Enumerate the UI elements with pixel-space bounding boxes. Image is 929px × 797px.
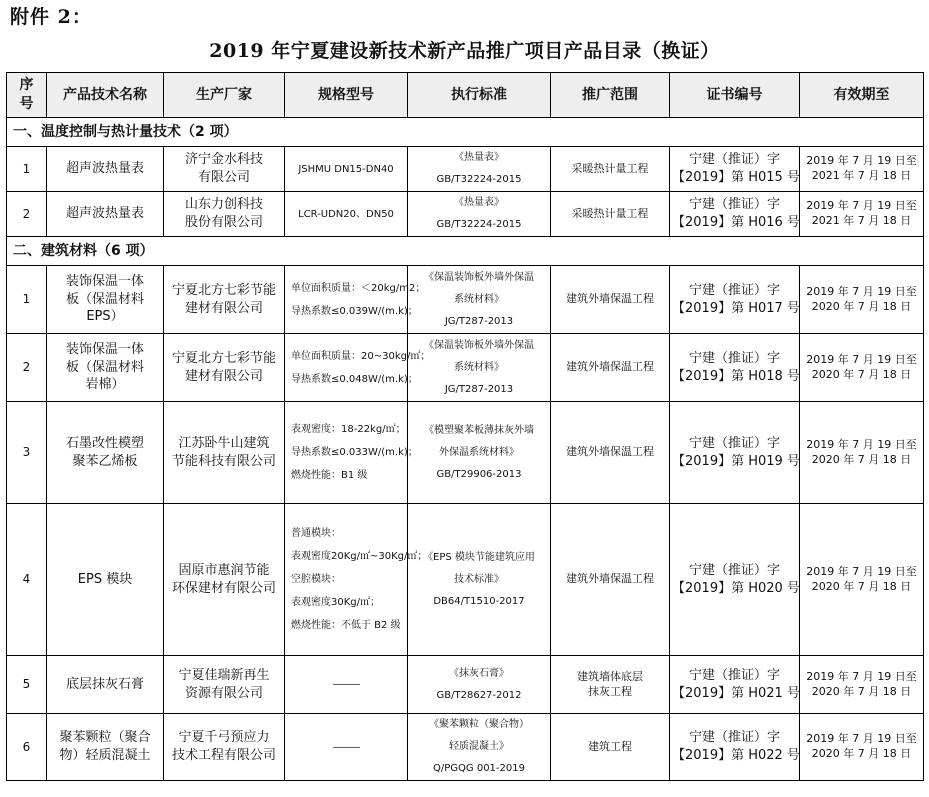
header-seq-line: 序 (19, 77, 34, 94)
cert-line: 宁建（推证）字 (688, 435, 780, 451)
cert-line: 【2019】第 H020 号 (672, 580, 800, 596)
section-row (7, 118, 924, 147)
standard-line: DB64/T1510-2017 (433, 595, 525, 607)
valid-line: 2019 年 7 月 19 日至 (806, 199, 917, 213)
standard-line: 系统材料》 (454, 293, 504, 305)
manufacturer (164, 656, 285, 714)
standard-line: 《保温装饰板外墙外保温 (424, 339, 534, 351)
manufacturer-line: 建材有限公司 (184, 368, 263, 384)
valid-line: 2020 年 7 月 18 日 (811, 367, 912, 381)
manufacturer (164, 192, 285, 237)
spec-line: 普通模块： (291, 528, 341, 539)
specification (285, 147, 408, 192)
header-spec: 规格型号 (285, 73, 408, 118)
valid-line: 2019 年 7 月 19 日至 (806, 669, 917, 683)
product-name (47, 402, 164, 504)
manufacturer-line: 济宁金水科技 (184, 152, 263, 168)
scope-line: 建筑外墙保温工程 (566, 572, 654, 586)
valid-line: 2021 年 7 月 18 日 (811, 214, 912, 227)
scope-line: 采暖热计量工程 (571, 161, 649, 175)
standard-line: 《聚苯颗粒（聚合物） (429, 719, 529, 730)
scope (551, 147, 670, 192)
standard-line: 《模塑聚苯板薄抹灰外墙 (424, 424, 534, 436)
valid-line: 2019 年 7 月 19 日至 (806, 284, 917, 298)
table-row (7, 334, 924, 402)
certificate-number (670, 266, 800, 334)
spec-line: 单位面积质量：＜20kg/m2； (291, 282, 426, 294)
standard-line: 轻质混凝土》 (449, 741, 509, 752)
product-name (47, 192, 164, 237)
spec-line: 表观密度30Kg/㎡； (291, 597, 380, 608)
product-name-line: EPS 模块 (77, 571, 133, 587)
specification (285, 402, 418, 504)
manufacturer-line: 股份有限公司 (184, 215, 263, 230)
scope-line: 建筑墙体底层 (577, 669, 643, 683)
cert-line: 宁建（推证）字 (688, 667, 780, 683)
cert-line: 【2019】第 H022 号 (672, 748, 800, 763)
cert-line: 宁建（推证）字 (688, 562, 780, 578)
manufacturer (164, 402, 285, 504)
table-row (7, 147, 924, 192)
header-valid: 有效期至 (800, 73, 924, 118)
document-title: 2019 年宁夏建设新技术新产品推广项目产品目录（换证） (209, 40, 720, 62)
standard-line: JG/T287-2013 (444, 315, 514, 327)
product-name (47, 656, 164, 714)
row-number: 1 (7, 147, 47, 192)
manufacturer-line: 建材有限公司 (184, 300, 263, 316)
standard (408, 714, 551, 781)
row-number: 6 (7, 714, 47, 781)
spec-line: ——— (332, 679, 360, 690)
section-row (7, 237, 924, 266)
header-standard: 执行标准 (408, 73, 551, 118)
cert-line: 【2019】第 H016 号 (672, 215, 800, 230)
validity-period (800, 147, 924, 192)
cert-line: 宁建（推证）字 (688, 152, 780, 168)
manufacturer-line: 江苏卧牛山建筑 (178, 435, 270, 451)
validity-period (800, 656, 924, 714)
certificate-number (670, 147, 800, 192)
standard-line: GB/T29906-2013 (436, 468, 522, 480)
validity-period (800, 714, 924, 781)
certificate-number (670, 656, 800, 714)
cert-line: 宁建（推证）字 (688, 282, 780, 298)
valid-line: 2019 年 7 月 19 日至 (806, 154, 917, 168)
scope (551, 656, 670, 714)
certificate-number (670, 714, 800, 781)
spec-line: 空腔模块： (291, 574, 341, 585)
header-cert: 证书编号 (670, 73, 800, 118)
product-name-line: 物）轻质混凝土 (59, 748, 151, 763)
manufacturer-line: 宁夏北方七彩节能 (171, 282, 276, 298)
scope-line: 建筑工程 (588, 739, 632, 753)
section-title: 一、温度控制与热计量技术（2 项） (7, 118, 924, 147)
standard (408, 656, 551, 714)
manufacturer (164, 334, 285, 402)
manufacturer (164, 714, 285, 781)
header-seq (7, 73, 47, 118)
standard-line: 《抹灰石膏》 (449, 667, 509, 679)
standard-line: 《热量表》 (454, 197, 504, 208)
table-row (7, 266, 924, 334)
standard (408, 504, 551, 656)
table-row (7, 504, 924, 656)
spec-line: 导热系数≤0.048W/(m.k)； (291, 373, 418, 385)
product-name-line: 板（保温材料 (65, 359, 144, 375)
validity-period (800, 402, 924, 504)
scope (551, 504, 670, 656)
cert-line: 【2019】第 H015 号 (672, 170, 800, 185)
header-row (7, 73, 924, 118)
header-maker: 生产厂家 (164, 73, 285, 118)
spec-line: 导热系数≤0.039W/(m.k)； (291, 305, 418, 317)
manufacturer-line: 节能科技有限公司 (171, 453, 276, 469)
spec-line: JSHMU DN15-DN40 (298, 163, 394, 175)
specification (285, 504, 428, 656)
standard (408, 147, 551, 192)
manufacturer-line: 技术工程有限公司 (171, 748, 276, 763)
scope (551, 714, 670, 781)
spec-line: 燃烧性能：不低于 B2 级 (291, 620, 401, 631)
specification (285, 656, 408, 714)
valid-line: 2019 年 7 月 19 日至 (806, 437, 917, 451)
valid-line: 2020 年 7 月 18 日 (811, 299, 912, 313)
valid-line: 2020 年 7 月 18 日 (811, 452, 912, 466)
manufacturer-line: 环保建材有限公司 (171, 580, 276, 596)
spec-line: 表观密度20Kg/㎡~30Kg/㎡； (291, 551, 428, 562)
row-number: 2 (7, 192, 47, 237)
specification (285, 192, 408, 237)
valid-line: 2019 年 7 月 19 日至 (806, 352, 917, 366)
spec-line: LCR-UDN20、DN50 (298, 208, 394, 220)
standard-line: 技术标准》 (454, 573, 504, 585)
row-number: 1 (7, 266, 47, 334)
standard-line: 《保温装饰板外墙外保温 (424, 271, 534, 283)
cert-line: 【2019】第 H017 号 (672, 300, 800, 316)
valid-line: 2019 年 7 月 19 日至 (806, 564, 917, 578)
product-name (47, 714, 164, 781)
product-name-line: 石墨改性模塑 (65, 435, 144, 451)
standard-line: JG/T287-2013 (444, 383, 514, 395)
product-name-line: 岩棉） (85, 377, 125, 393)
manufacturer-line: 宁夏佳瑞新再生 (178, 667, 270, 683)
certificate-number (670, 334, 800, 402)
spec-line: 导热系数≤0.033W/(m.k)； (291, 447, 418, 458)
certificate-number (670, 504, 800, 656)
scope (551, 402, 670, 504)
valid-line: 2021 年 7 月 18 日 (811, 169, 912, 182)
header-name: 产品技术名称 (47, 73, 164, 118)
table-row (7, 714, 924, 781)
cert-line: 【2019】第 H018 号 (672, 368, 800, 384)
standard-line: 外保温系统材料》 (439, 446, 519, 458)
spec-line: 单位面积质量：20~30kg/㎡； (291, 350, 431, 362)
product-name (47, 334, 164, 402)
manufacturer (164, 504, 285, 656)
manufacturer-line: 宁夏北方七彩节能 (171, 350, 276, 366)
standard-line: 《EPS 模块节能建筑应用 (423, 551, 535, 563)
product-name-line: 超声波热量表 (65, 161, 144, 177)
validity-period (800, 192, 924, 237)
product-name-line: 聚苯乙烯板 (72, 453, 138, 469)
valid-line: 2020 年 7 月 18 日 (811, 579, 912, 593)
product-name-line: 装饰保温一体 (65, 274, 144, 290)
table-row (7, 192, 924, 237)
product-name-line: 装饰保温一体 (65, 342, 144, 358)
scope-line: 建筑外墙保温工程 (566, 292, 654, 306)
product-name (47, 147, 164, 192)
manufacturer-line: 宁夏千弓预应力 (178, 730, 270, 746)
standard-line: GB/T32224-2015 (436, 219, 522, 230)
spec-line: 燃烧性能：B1 级 (291, 470, 368, 481)
scope-line: 抹灰工程 (588, 684, 632, 698)
scope-line: 建筑外墙保温工程 (566, 360, 654, 374)
validity-period (800, 266, 924, 334)
cert-line: 宁建（推证）字 (688, 350, 780, 366)
standard (408, 334, 551, 402)
certificate-number (670, 192, 800, 237)
manufacturer (164, 147, 285, 192)
header-scope: 推广范围 (551, 73, 670, 118)
standard-line: GB/T28627-2012 (436, 689, 522, 701)
cert-line: 宁建（推证）字 (688, 730, 780, 746)
standard-line: 《热量表》 (454, 152, 504, 163)
cert-line: 宁建（推证）字 (688, 197, 780, 213)
product-name-line: 板（保温材料 (65, 291, 144, 307)
spec-line: 表观密度：18-22kg/㎡； (291, 424, 406, 435)
table-row (7, 656, 924, 714)
standard (408, 192, 551, 237)
standard-line: Q/PGQG 001-2019 (433, 763, 525, 774)
validity-period (800, 334, 924, 402)
section-title: 二、建筑材料（6 项） (7, 237, 924, 266)
table-row (7, 402, 924, 504)
specification (285, 334, 431, 402)
product-name (47, 266, 164, 334)
row-number: 2 (7, 334, 47, 402)
scope-line: 建筑外墙保温工程 (566, 445, 654, 459)
cert-line: 【2019】第 H019 号 (672, 453, 800, 469)
manufacturer-line: 有限公司 (197, 170, 250, 185)
standard (408, 402, 551, 504)
standard (408, 266, 551, 334)
row-number: 5 (7, 656, 47, 714)
product-name-line: EPS） (86, 309, 124, 325)
scope (551, 266, 670, 334)
certificate-number (670, 402, 800, 504)
attachment-label: 附件 2： (10, 6, 92, 28)
manufacturer-line: 山东力创科技 (184, 197, 263, 213)
product-name-line: 超声波热量表 (65, 206, 144, 222)
header-seq-line: 号 (19, 96, 34, 112)
row-number: 4 (7, 504, 47, 656)
manufacturer-line: 固原市惠润节能 (178, 562, 270, 578)
product-name-line: 底层抹灰石膏 (65, 676, 144, 692)
standard-line: 系统材料》 (454, 361, 504, 373)
product-catalog-table (6, 72, 924, 781)
valid-line: 2020 年 7 月 18 日 (811, 684, 912, 698)
specification (285, 714, 408, 781)
manufacturer (164, 266, 285, 334)
cert-line: 【2019】第 H021 号 (672, 685, 800, 701)
scope (551, 334, 670, 402)
standard-line: GB/T32224-2015 (436, 174, 522, 185)
manufacturer-line: 资源有限公司 (184, 685, 263, 701)
spec-line: ——— (332, 741, 360, 753)
valid-line: 2019 年 7 月 19 日至 (806, 732, 917, 746)
specification (285, 266, 426, 334)
scope-line: 采暖热计量工程 (571, 206, 649, 220)
validity-period (800, 504, 924, 656)
product-name-line: 聚苯颗粒（聚合 (59, 730, 151, 746)
row-number: 3 (7, 402, 47, 504)
scope (551, 192, 670, 237)
valid-line: 2020 年 7 月 18 日 (811, 747, 912, 760)
product-name (47, 504, 164, 656)
